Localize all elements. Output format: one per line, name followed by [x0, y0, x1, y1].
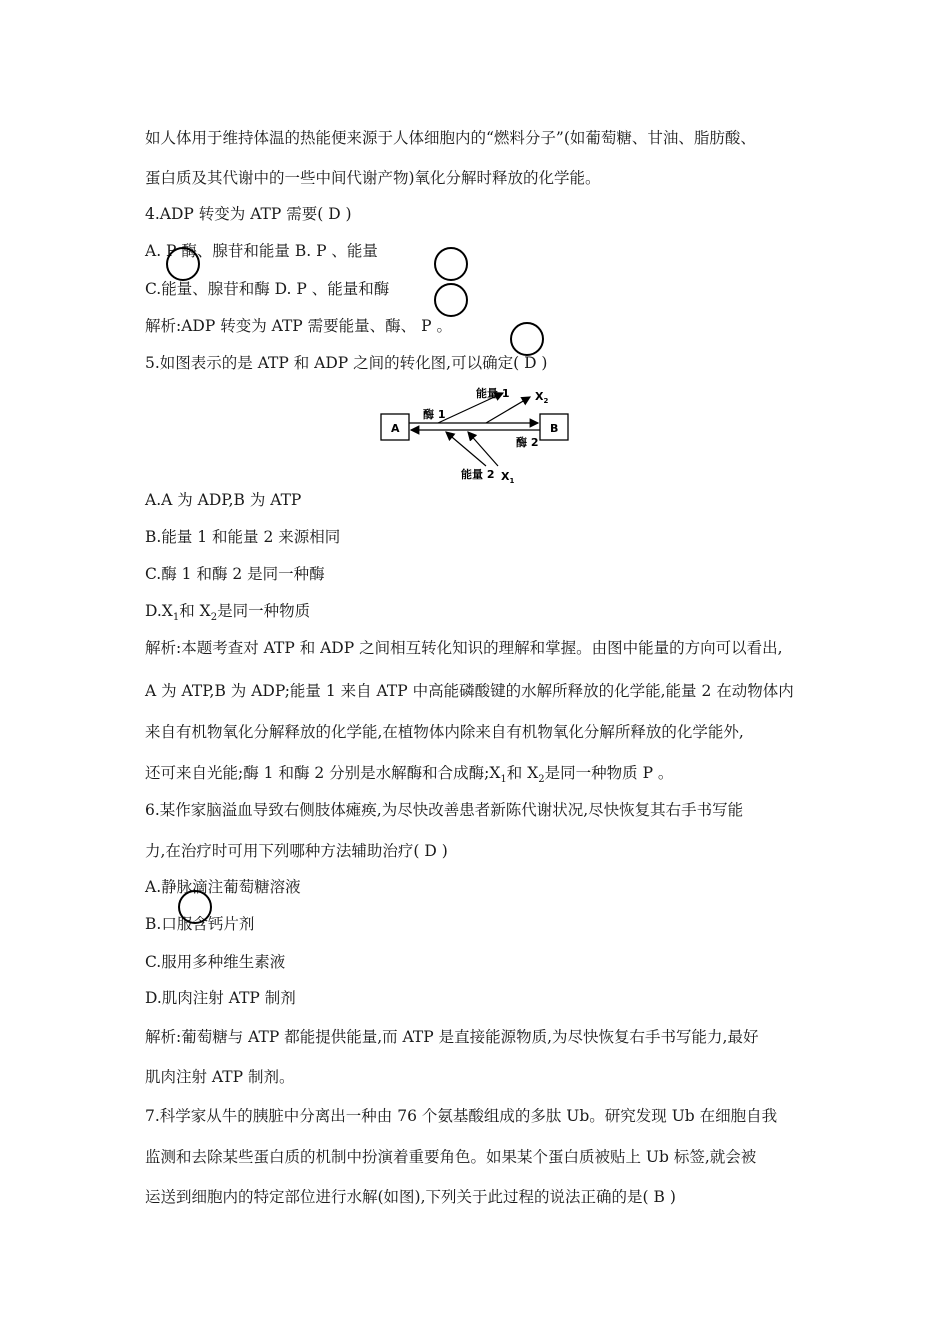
- text-line: 力,在治疗时可用下列哪种方法辅助治疗( D ): [145, 842, 448, 860]
- option-line: A. P 酶、腺苷和能量 B. P 、能量: [145, 242, 378, 260]
- question-4: 4.ADP 转变为 ATP 需要( D ): [145, 205, 352, 223]
- option-line: C.服用多种维生素液: [145, 953, 286, 971]
- option-line: $D.X_1$和 $X_2$是同一种物质: [145, 602, 311, 624]
- text-line: 蛋白质及其代谢中的一些中间代谢产物)氧化分解时释放的化学能。: [145, 169, 601, 187]
- text-line: 运送到细胞内的特定部位进行水解(如图),下列关于此过程的说法正确的是( B ): [145, 1188, 676, 1206]
- question-7: 7.科学家从牛的胰脏中分离出一种由 76 个氨基酸组成的多肽 Ub。研究发现 Ub 在细胞自我: [145, 1107, 778, 1125]
- enzyme2-label: 酶 2: [516, 436, 539, 449]
- option-line: B.口服含钙片剂: [145, 915, 255, 933]
- text-line: 监测和去除某些蛋白质的机制中扮演着重要角色。如果某个蛋白质被贴上 Ub 标签,就会被: [145, 1148, 757, 1166]
- option-line: B.能量 1 和能量 2 来源相同: [145, 528, 341, 546]
- circle-mark: [434, 247, 468, 281]
- analysis-line: 来自有机物氧化分解释放的化学能,在植物体内除来自有机物氧化分解所释放的化学能外,: [145, 723, 744, 741]
- circle-mark: [166, 247, 200, 281]
- text-line: 如人体用于维持体温的热能便来源于人体细胞内的“燃料分子”(如葡萄糖、甘油、脂肪酸、: [145, 129, 756, 147]
- energy2-label: 能量 2: [461, 468, 495, 481]
- analysis-line: 解析:本题考查对 ATP 和 ADP 之间相互转化知识的理解和掌握。由图中能量的方向可以看出,: [145, 639, 783, 657]
- atp-adp-conversion-diagram: [378, 383, 578, 483]
- circle-mark: [178, 890, 212, 924]
- x1-label: $X_1$: [501, 470, 515, 483]
- energy1-label: 能量 1: [476, 387, 510, 400]
- analysis-line: 肌肉注射 ATP 制剂。: [145, 1068, 295, 1086]
- box-b-label: B: [550, 422, 559, 435]
- question-6: 6.某作家脑溢血导致右侧肢体瘫痪,为尽快改善患者新陈代谢状况,尽快恢复其右手书写能: [145, 801, 744, 819]
- box-a-label: A: [391, 422, 400, 435]
- arrow-x2: [486, 397, 530, 423]
- analysis-line: 解析:葡萄糖与 ATP 都能提供能量,而 ATP 是直接能源物质,为尽快恢复右手书写能力,最好: [145, 1028, 759, 1046]
- question-5: 5.如图表示的是 ATP 和 ADP 之间的转化图,可以确定( D ): [145, 354, 548, 372]
- option-line: D.肌肉注射 ATP 制剂: [145, 989, 296, 1007]
- enzyme1-label: 酶 1: [423, 408, 446, 421]
- analysis-line: 解析:ADP 转变为 ATP 需要能量、酶、 P 。: [145, 317, 452, 335]
- option-line: A.静脉滴注葡萄糖溶液: [145, 878, 301, 896]
- x2-label: $X_2$: [535, 390, 549, 405]
- analysis-line: 还可来自光能;酶 1 和酶 2 分别是水解酶和合成酶$;X_1$和 $X_2$是同一种物质 P 。: [145, 764, 674, 786]
- option-line: A.A 为 ADP,B 为 ATP: [145, 491, 302, 509]
- option-line: C.能量、腺苷和酶 D. P 、能量和酶: [145, 280, 390, 298]
- option-line: C.酶 1 和酶 2 是同一种酶: [145, 565, 325, 583]
- arrow-energy2: [446, 432, 486, 466]
- circle-mark: [510, 322, 544, 356]
- circle-mark: [434, 283, 468, 317]
- arrow-x1: [468, 432, 498, 466]
- analysis-line: A 为 ATP,B 为 ADP;能量 1 来自 ATP 中高能磷酸键的水解所释放的化学能,能量 2 在动物体内: [145, 682, 794, 700]
